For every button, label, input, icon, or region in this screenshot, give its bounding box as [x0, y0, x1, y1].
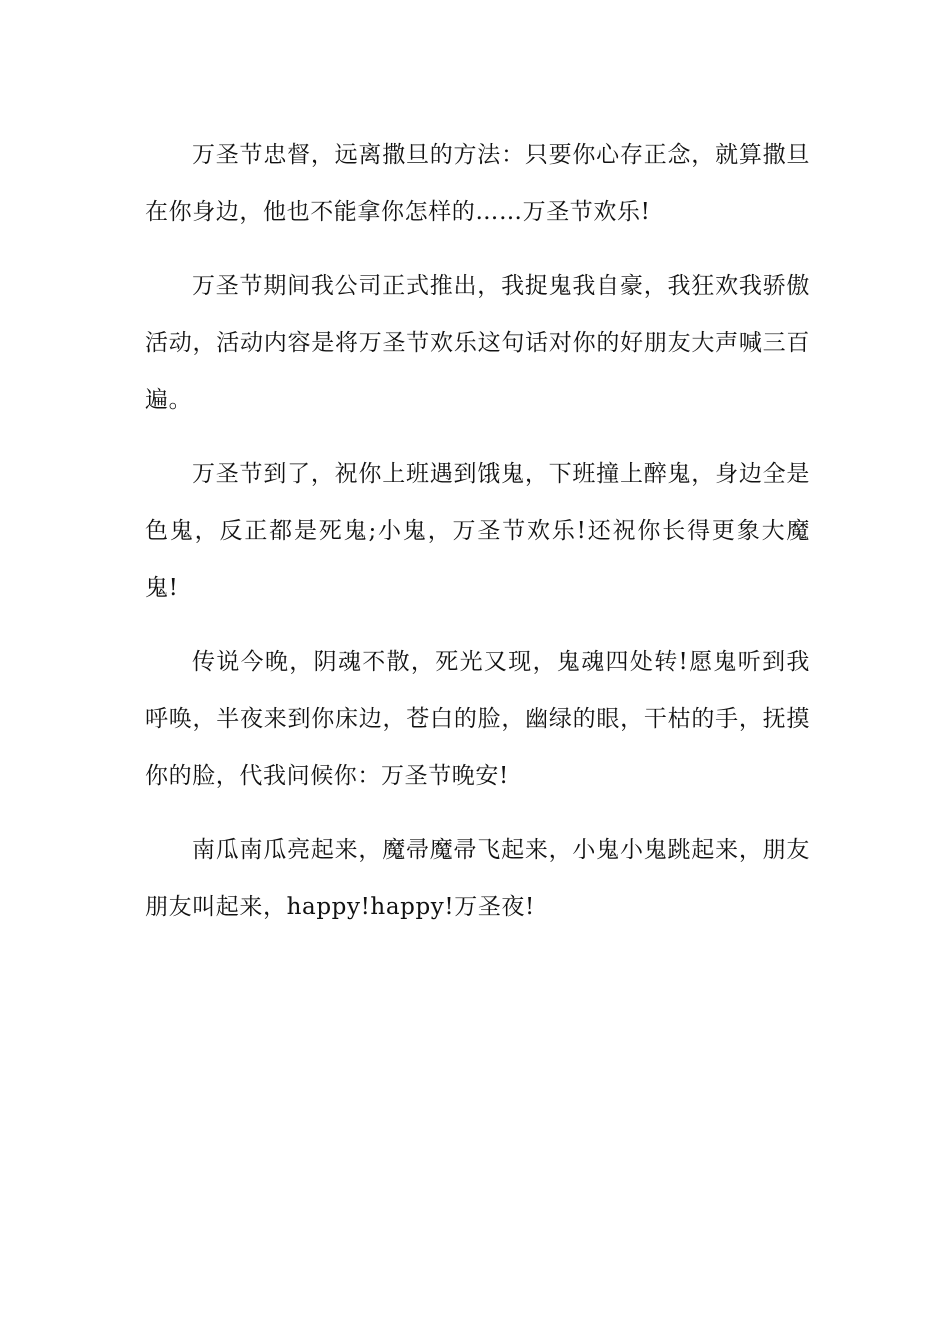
paragraph-5: 南瓜南瓜亮起来，魔帚魔帚飞起来，小鬼小鬼跳起来，朋友朋友叫起来，happy!happy!万圣夜!	[145, 837, 810, 920]
document-body	[145, 127, 810, 936]
paragraph-3: 万圣节到了，祝你上班遇到饿鬼，下班撞上醉鬼，身边全是色鬼，反正都是死鬼;小鬼，万圣节欢乐!还祝你长得更象大魔鬼!	[145, 461, 810, 601]
paragraph-1: 万圣节忠督，远离撒旦的方法：只要你心存正念，就算撒旦在你身边，他也不能拿你怎样的……万圣节欢乐!	[145, 142, 810, 225]
paragraph-4: 传说今晚，阴魂不散，死光又现，鬼魂四处转!愿鬼听到我呼唤，半夜来到你床边，苍白的脸，幽绿的眼，干枯的手，抚摸你的脸，代我问候你：万圣节晚安!	[145, 649, 810, 789]
paragraph-2: 万圣节期间我公司正式推出，我捉鬼我自豪，我狂欢我骄傲活动，活动内容是将万圣节欢乐这句话对你的好朋友大声喊三百遍。	[145, 273, 810, 413]
